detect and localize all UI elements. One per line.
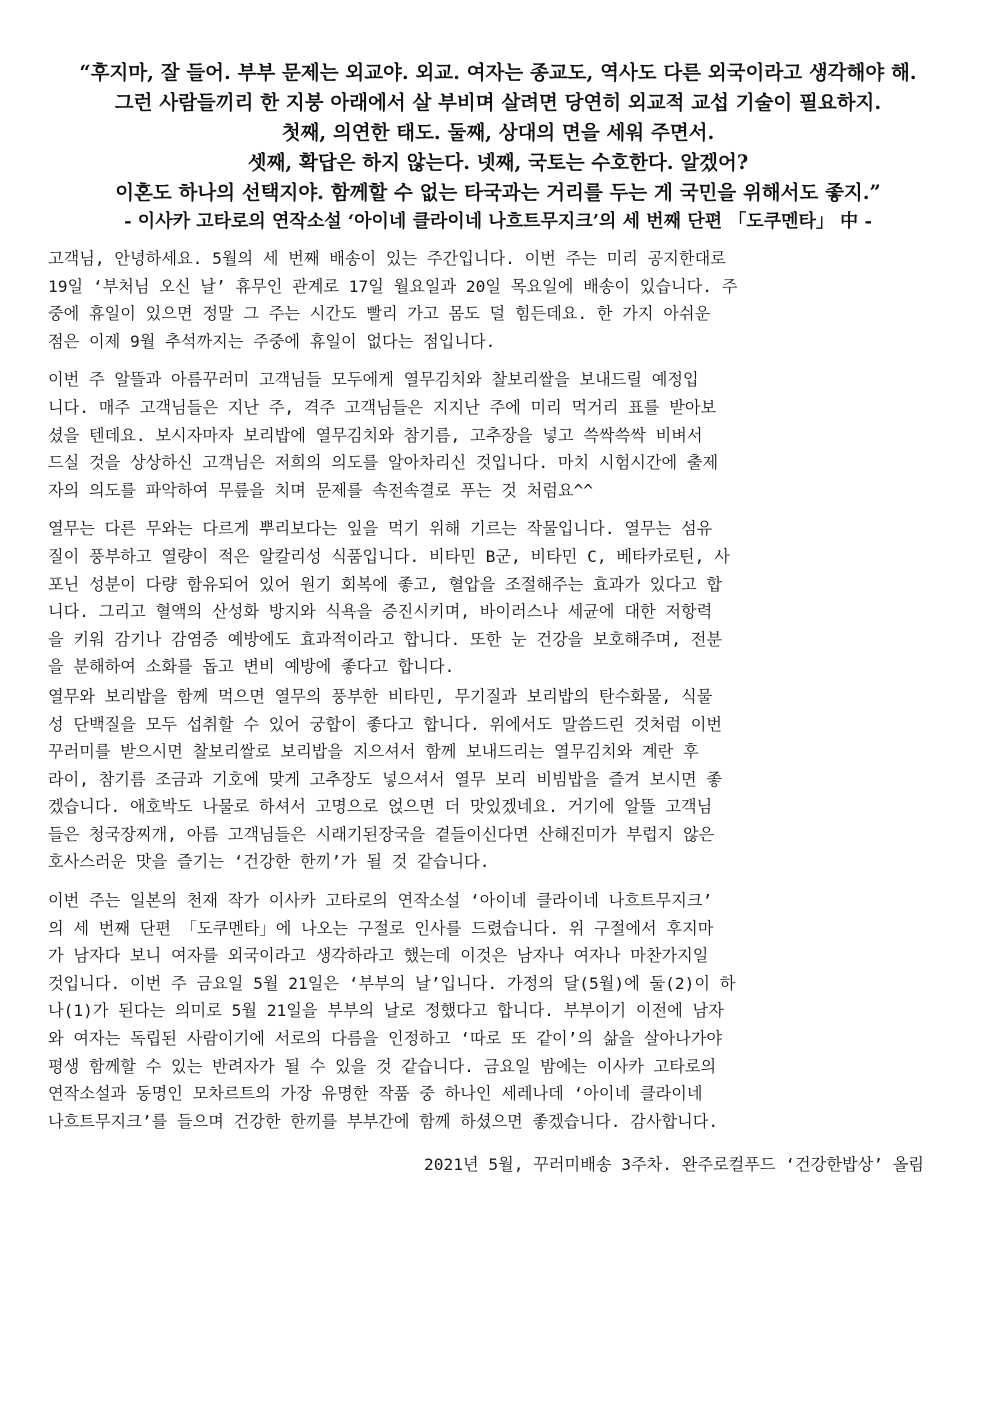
text-line: 나(1)가 된다는 의미로 5월 21일을 부부의 날로 정했다고 합니다. 부부이기 이전에 남자 xyxy=(48,1001,724,1021)
text-line: 19일 ‘부처님 오신 날’ 휴무인 관계로 17일 월요일과 20일 목요일에 배송이 있습니다. 주 xyxy=(48,276,738,296)
text-line: 열무와 보리밥을 함께 먹으면 열무의 풍부한 비타민, 무기질과 보리밥의 탄수화물, 식물 xyxy=(48,686,713,706)
text-line: 호사스러운 맛을 즐기는 ‘건강한 한끼’가 될 것 같습니다. xyxy=(48,852,490,872)
text-line: 질이 풍부하고 열량이 적은 알칼리성 식품입니다. 비타민 B군, 비타민 C, 베타카로틴, 사 xyxy=(48,546,730,566)
quote-line: 첫째, 의연한 태도. 둘째, 상대의 면을 세워 주면서. xyxy=(281,121,715,144)
quote-line: 그런 사람들끼리 한 지붕 아래에서 살 부비며 살려면 당연히 외교적 교섭 기술이 필요하지. xyxy=(114,91,882,114)
text-line: 열무는 다른 무와는 다르게 뿌리보다는 잎을 먹기 위해 기르는 작물입니다. 열무는 섬유 xyxy=(48,519,713,539)
text-line: 이번 주는 일본의 천재 작가 이사카 고타로의 연작소설 ‘아이네 클라이네 나흐트무지크’ xyxy=(48,891,713,911)
text-line: 자의 의도를 파악하여 무릎을 치며 문제를 속전속결로 푸는 것 처럼요^^ xyxy=(48,480,594,500)
text-line: 와 여자는 독립된 사람이기에 서로의 다름을 인정하고 ‘따로 또 같이’의 삶을 살아나가야 xyxy=(48,1029,722,1049)
text-line: 니다. 그리고 혈액의 산성화 방지와 식욕을 증진시키며, 바이러스나 세균에 대한 저항력 xyxy=(48,602,713,622)
paragraph-yeolmu xyxy=(48,515,948,681)
text-line: 겠습니다. 애호박도 나물로 하셔서 고명으로 얹으면 더 맛있겠네요. 거기에 알뜰 고객님 xyxy=(48,797,713,817)
paragraph-delivery xyxy=(48,366,948,504)
text-line: 것입니다. 이번 주 금요일 5월 21일은 ‘부부의 날’입니다. 가정의 달(5월)에 둘(2)이 하 xyxy=(48,973,736,993)
paragraph-greeting xyxy=(48,245,948,355)
quote-line: “후지마, 잘 들어. 부부 문제는 외교야. 외교. 여자는 종교도, 역사도 다른 외국이라고 생각해야 해. xyxy=(79,61,917,84)
opening-quote xyxy=(48,58,948,235)
text-line: 성 단백질을 모두 섭취할 수 있어 궁합이 좋다고 합니다. 위에서도 말씀드린 것처럼 이번 xyxy=(48,714,722,734)
text-line: 고객님, 안녕하세요. 5월의 세 번째 배송이 있는 주간입니다. 이번 주는 미리 공지한대로 xyxy=(48,249,726,268)
text-line: 셨을 텐데요. 보시자마자 보리밥에 열무김치와 참기름, 고추장을 넣고 쓱싹쓱싹 비벼서 xyxy=(48,425,703,445)
letter-body xyxy=(48,245,948,1178)
text-line: 드실 것을 상상하신 고객님은 저희의 의도를 알아차리신 것입니다. 마치 시험시간에 출제 xyxy=(48,453,719,473)
text-line: 을 키워 감기나 감염증 예방에도 효과적이라고 합니다. 또한 눈 건강을 보호해주며, 전분 xyxy=(48,629,722,649)
text-line: 포닌 성분이 다량 함유되어 있어 원기 회복에 좋고, 혈압을 조절해주는 효과가 있다고 합 xyxy=(48,574,722,594)
text-line: 나흐트무지크’를 들으며 건강한 한끼를 부부간에 함께 하셨으면 좋겠습니다. 감사합니다. xyxy=(48,1111,719,1131)
letter xyxy=(48,58,948,1178)
text-line: 중에 휴일이 있으면 정말 그 주는 시간도 빨리 가고 몸도 덜 힘든데요. 한 가지 아쉬운 xyxy=(48,304,711,324)
text-line: 니다. 매주 고객님들은 지난 주, 격주 고객님들은 지지난 주에 미리 먹거리 표를 받아보 xyxy=(48,397,717,417)
signature: 2021년 5월, 꾸러미배송 3주차. 완주로컬푸드 ‘건강한밥상’ 올림 xyxy=(424,1155,924,1175)
text-line: 연작소설과 동명인 모차르트의 가장 유명한 작품 중 하나인 세레나데 ‘아이네 클라이네 xyxy=(48,1084,703,1104)
text-line: 들은 청국장찌개, 아름 고객님들은 시래기된장국을 곁들이신다면 산해진미가 부럽지 않은 xyxy=(48,824,715,844)
quote-line: 셋째, 확답은 하지 않는다. 넷째, 국토는 수호한다. 알겠어? xyxy=(247,151,749,174)
text-line: 의 세 번째 단편 「도쿠멘타」에 나오는 구절로 인사를 드렸습니다. 위 구절에서 후지마 xyxy=(48,918,714,938)
text-line: 점은 이제 9월 추석까지는 주중에 휴일이 없다는 점입니다. xyxy=(48,331,496,351)
paragraph-couples-day xyxy=(48,887,948,1135)
text-line: 평생 함께할 수 있는 반려자가 될 수 있을 것 같습니다. 금요일 밤에는 이사카 고타로의 xyxy=(48,1056,717,1076)
text-line: 꾸러미를 받으시면 찰보리쌀로 보리밥을 지으셔서 함께 보내드리는 열무김치와 계란 후 xyxy=(48,742,699,762)
text-line: 라이, 참기름 조금과 기호에 맞게 고추장도 넣으셔서 열무 보리 비빔밥을 즐겨 보시면 좋 xyxy=(48,769,722,789)
paragraph-recipe xyxy=(48,683,948,876)
text-line: 을 분해하여 소화를 돕고 변비 예방에 좋다고 합니다. xyxy=(48,657,455,677)
quote-line: 이혼도 하나의 선택지야. 함께할 수 없는 타국과는 거리를 두는 게 국민을 위해서도 좋지.” xyxy=(115,181,881,204)
quote-source: - 이사카 고타로의 연작소설 ‘아이네 클라이네 나흐트무지크’의 세 번째 단편 「도쿠멘타」 中 - xyxy=(124,211,872,232)
text-line: 이번 주 알뜰과 아름꾸러미 고객님들 모두에게 열무김치와 찰보리쌀을 보내드릴 예정입 xyxy=(48,370,699,390)
text-line: 가 남자다 보니 여자를 외국이라고 생각하라고 했는데 이것은 남자나 여자나 마찬가지일 xyxy=(48,946,709,966)
